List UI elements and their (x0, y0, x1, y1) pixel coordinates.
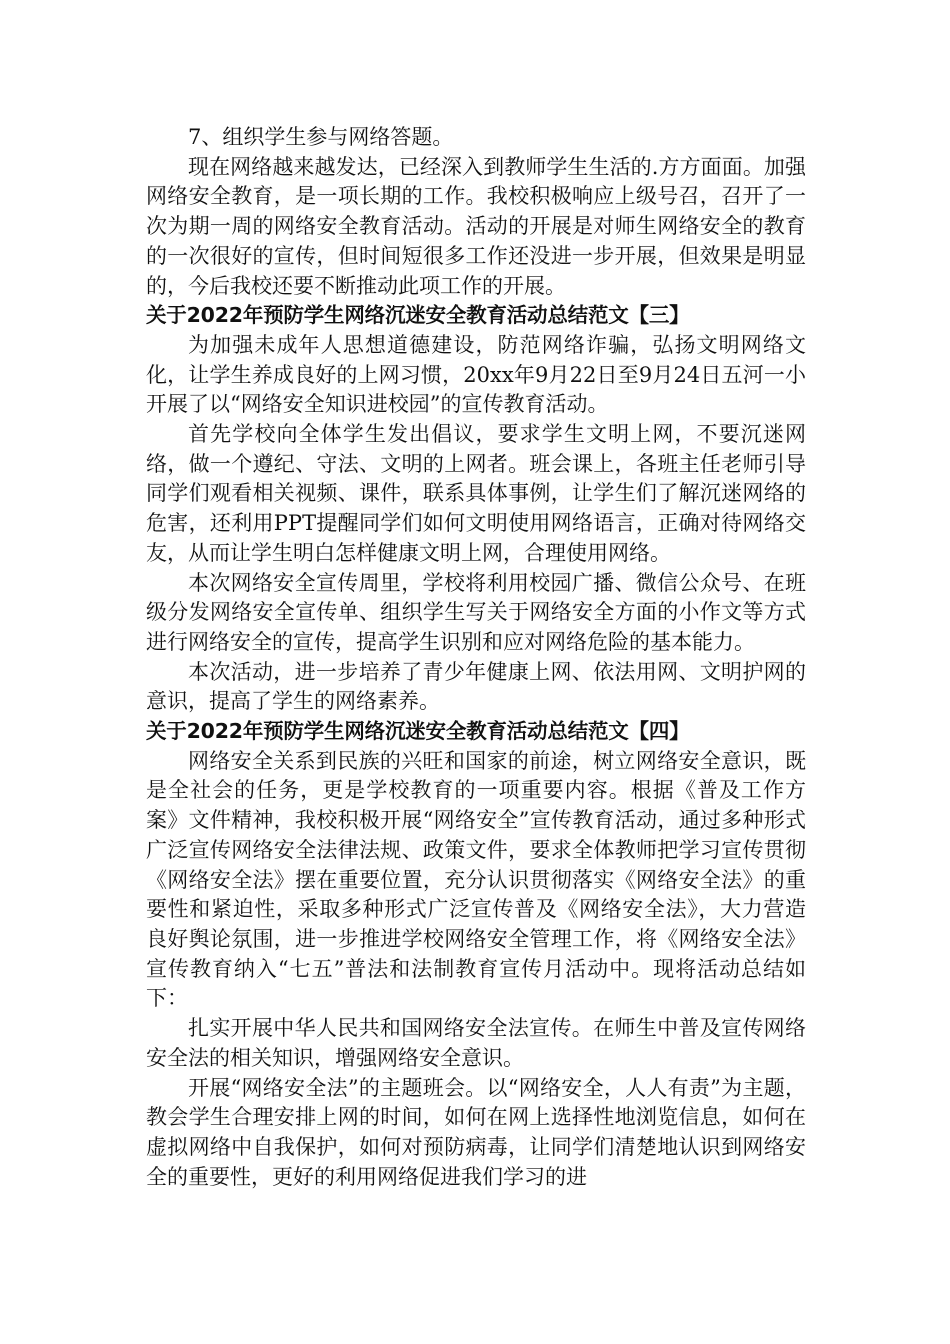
body-paragraph: 现在网络越来越发达，已经深入到教师学生生活的.方方面面。加强网络安全教育，是一项长期的工作。我校积极响应上级号召，召开了一次为期一周的网络安全教育活动。活动的开展是对师生网络安全的教育的一次很好的宣传，但时间短很多工作还没进一步开展，但效果是明显的，今后我校还要不断推动此项工作的开展。 (146, 154, 806, 298)
document-page (146, 123, 806, 1192)
body-paragraph: 本次网络安全宣传周里，学校将利用校园广播、微信公众号、在班级分发网络安全宣传单、组织学生写关于网络安全方面的小作文等方式进行网络安全的宣传，提高学生识别和应对网络危险的基本能力。 (146, 570, 806, 654)
list-item: 7、组织学生参与网络答题。 (188, 125, 454, 149)
section-heading: 关于2022年预防学生网络沉迷安全教育活动总结范文【三】 (146, 303, 690, 328)
body-paragraph: 首先学校向全体学生发出倡议，要求学生文明上网，不要沉迷网络，做一个遵纪、守法、文明的上网者。班会课上，各班主任老师引导同学们观看相关视频、课件，联系具体事例，让学生们了解沉迷网络的危害，还利用PPT提醒同学们如何文明使用网络语言，正确对待网络交友，从而让学生明白怎样健康文明上网，合理使用网络。 (146, 422, 806, 565)
body-paragraph: 开展“网络安全法”的主题班会。以“网络安全，人人有责”为主题，教会学生合理安排上网的时间，如何在网上选择性地浏览信息，如何在虚拟网络中自我保护，如何对预防病毒，让同学们清楚地认识到网络安全的重要性，更好的利用网络促进我们学习的进 (146, 1075, 806, 1189)
body-paragraph: 为加强未成年人思想道德建设，防范网络诈骗，弘扬文明网络文化，让学生养成良好的上网习惯，20xx年9月22日至9月24日五河一小开展了以“网络安全知识进校园”的宣传教育活动。 (146, 332, 806, 417)
body-paragraph: 扎实开展中华人民共和国网络安全法宣传。在师生中普及宣传网络安全法的相关知识，增强网络安全意识。 (146, 1016, 806, 1070)
body-paragraph: 网络安全关系到民族的兴旺和国家的前途，树立网络安全意识，既是全社会的任务，更是学校教育的一项重要内容。根据《普及工作方案》文件精神，我校积极开展“网络安全”宣传教育活动，通过多种形式广泛宣传网络安全法律法规、政策文件，要求全体教师把学习宣传贯彻《网络安全法》摆在重要位置，充分认识贯彻落实《网络安全法》的重要性和紧迫性，采取多种形式广泛宣传普及《网络安全法》，大力营造良好舆论氛围，进一步推进学校网络安全管理工作，将《网络安全法》宣传教育纳入“七五”普法和法制教育宣传月活动中。现将活动总结如下： (146, 748, 806, 1011)
body-paragraph: 本次活动，进一步培养了青少年健康上网、依法用网、文明护网的意识，提高了学生的网络素养。 (146, 659, 806, 714)
section-heading: 关于2022年预防学生网络沉迷安全教育活动总结范文【四】 (146, 719, 690, 744)
